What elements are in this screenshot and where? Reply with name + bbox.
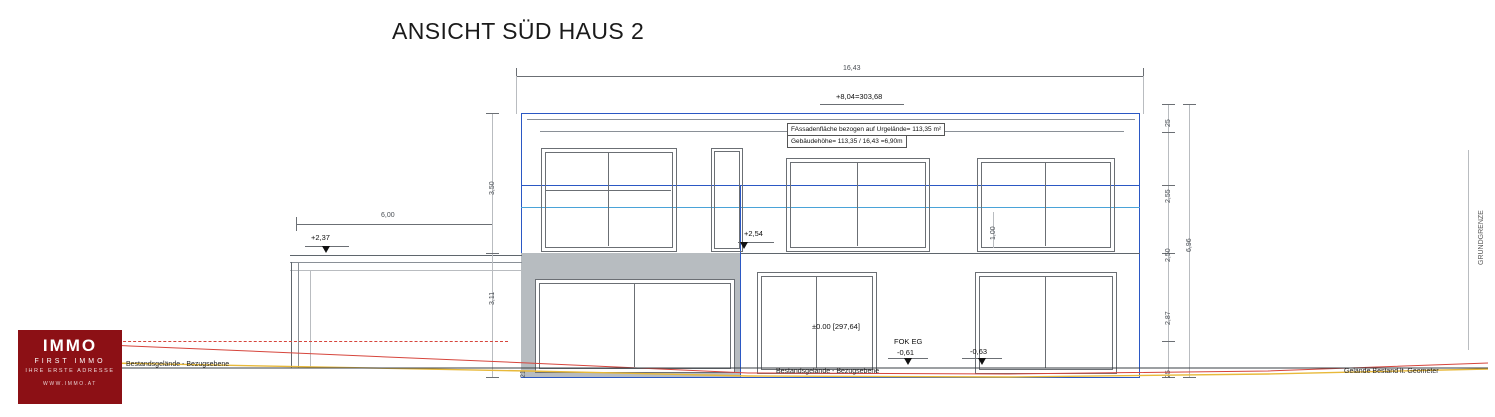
window-upper-left-inner [545,152,673,248]
level-top-line [820,104,904,105]
level-top: +8,04=303,68 [836,92,883,101]
company-logo[interactable] [18,330,122,404]
dim-v-255: 2,55 [1165,189,1172,203]
terrain-label-mid: Bestandsgelände - Bezugsebene [776,368,880,375]
terrain-label-left: Bestandsgelände - Bezugsebene [126,361,230,368]
top-ext-line-left [516,76,517,114]
window-upper-mid-mullion [857,162,858,246]
window-upper-right-mullion [1045,162,1046,246]
dim-v-250: 2,50 [1165,248,1172,262]
right-total-tick-top [1183,104,1196,105]
carport-fascia [290,270,522,271]
logo-tagline: FIRST IMMO [34,358,106,365]
window-upper-left-mullion [608,152,609,246]
top-dimension-line [516,76,1144,77]
level-237-marker [322,246,330,253]
property-line [1468,150,1469,350]
terrain-label-right: Gelände Bestand lt. Geometer [1344,368,1439,375]
fok-eg-value: -0,61 [897,348,915,357]
note-facade-area: FAssadenfläche bezogen auf Urgelände= 113,35 m² [787,123,945,136]
window-upper-narrow-inner [714,151,740,249]
carport-roof-top [290,255,522,256]
dim-v-311: 3,11 [489,291,496,305]
dim-v-696: 6,96 [1186,238,1193,252]
right-dim-tick-a [1162,104,1175,105]
top-ext-line-right [1143,76,1144,114]
terrain-group [108,341,1488,381]
building-outline-right [1139,113,1140,377]
carport-roof-bottom [290,262,522,263]
note-building-height: Gebäudehöhe= 113,35 / 16,43 =6,90m [787,135,907,148]
dim-v-21: 21 [520,370,527,378]
logo-wordmark: IMMO [42,336,98,355]
level-063-label: -0,63 [970,347,988,356]
building-outline-top [521,113,1140,114]
base-dashed-line [521,377,741,378]
right-dim-tick-b [1162,132,1175,133]
dim-left-width: 6,00 [381,212,395,219]
level-254-marker [740,242,748,249]
dim-v-287: 2,87 [1165,311,1172,325]
window-upper-left-transom [545,190,671,191]
level-237-label: +2,37 [311,233,330,242]
fok-eg-label: FOK EG [894,337,923,346]
window-upper-right-inner [981,162,1111,248]
level-254-label: +2,54 [744,229,763,238]
logo-url: WWW.IMMO.AT [43,381,97,387]
left-dimension-tick-left [296,217,297,231]
dim-v-100: 1,00 [990,226,997,240]
level-000-label: ±0.00 [297,64] [812,322,860,331]
logo-subtitle: IHRE ERSTE ADRESSE [25,368,115,374]
left-dim-chain-axis [492,113,493,377]
roof-edge-line [527,119,1135,120]
right-dim-tick-c [1162,185,1175,186]
property-line-label: GRUNDGRENZE [1478,210,1485,265]
left-dim-tick-a [486,113,499,114]
terrain-svg [108,341,1488,381]
right-dim-chain-axis [1168,104,1169,377]
dim-v-350: 3,50 [489,181,496,195]
dim-v-25b: 25 [1165,370,1172,378]
left-dim-tick-b [486,253,499,254]
window-upper-mid-inner [790,162,926,248]
dim-v-25: 25 [1165,119,1172,127]
page-title: ANSICHT SÜD HAUS 2 [392,18,645,44]
left-dimension-line [296,224,492,225]
dim-top-width: 16,43 [843,65,861,72]
